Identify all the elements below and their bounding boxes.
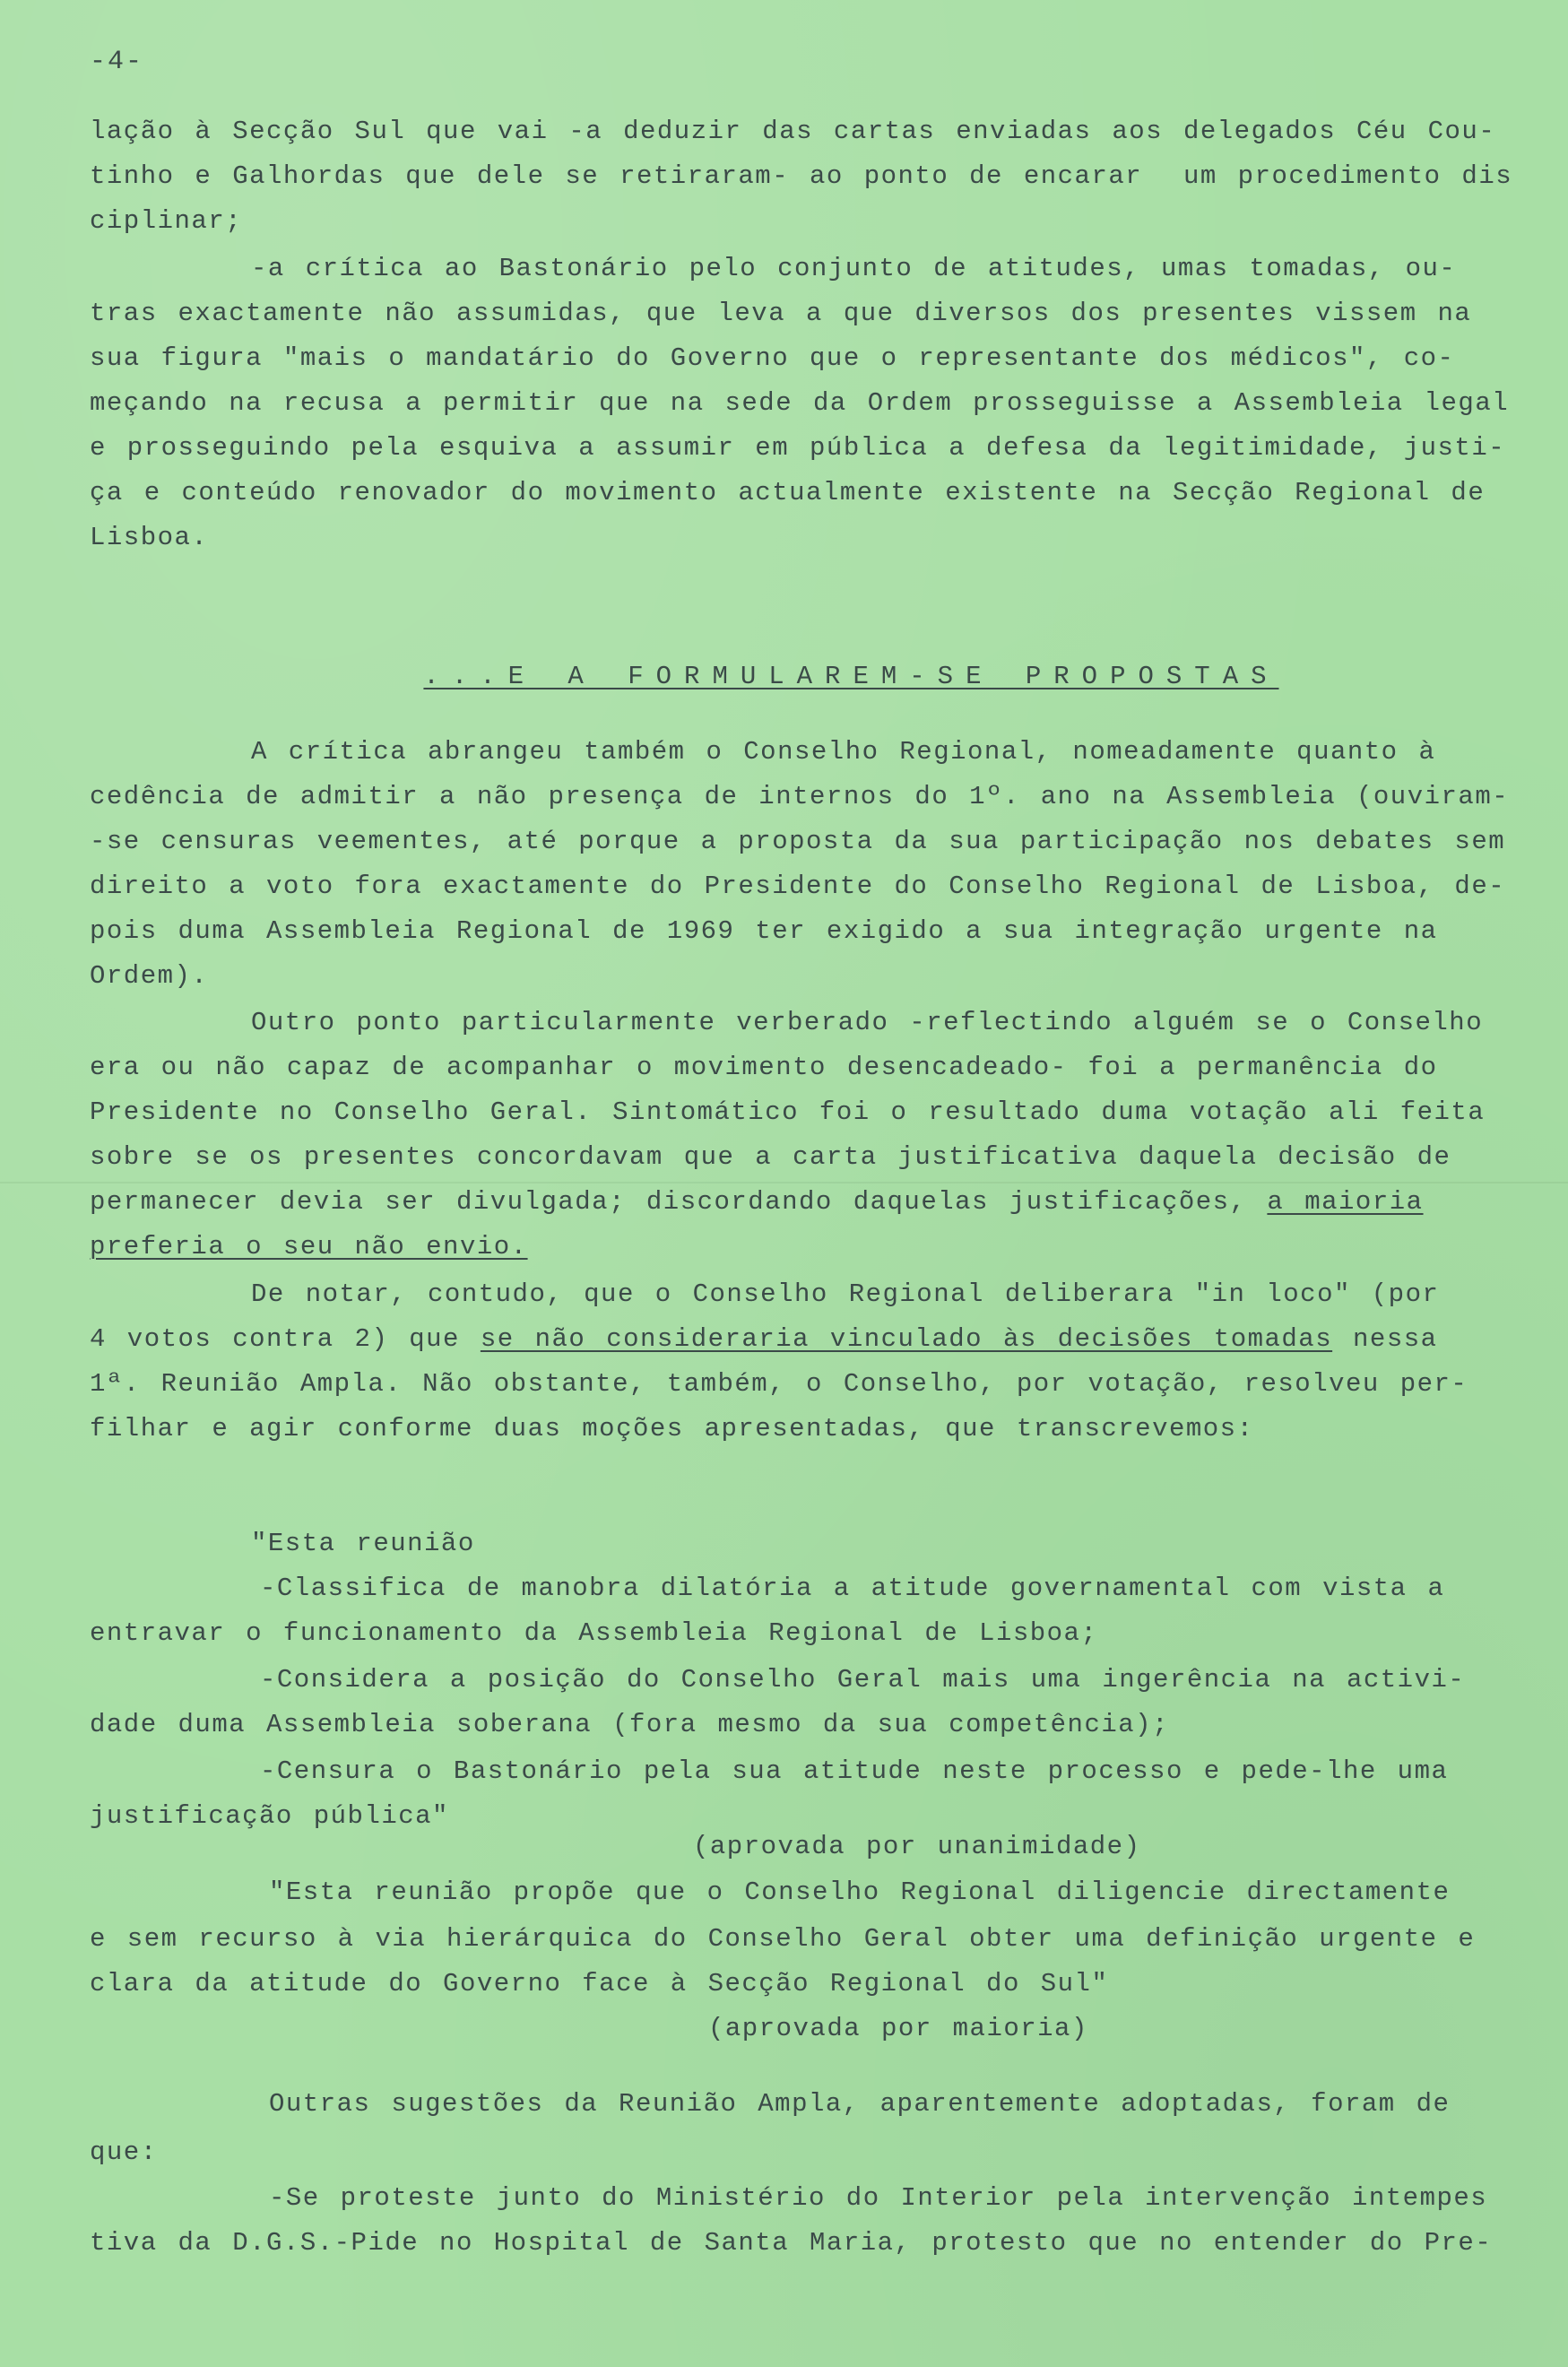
- text-line: direito a voto fora exactamente do Presidente do Conselho Regional de Lisboa, de-: [90, 871, 1506, 901]
- section-heading-text: ...E A FORMULAREM-SE PROPOSTAS: [423, 662, 1279, 691]
- text-line: lação à Secção Sul que vai -a deduzir das cartas enviadas aos delegados Céu Cou-: [90, 117, 1496, 146]
- text-line: tinho e Galhordas que dele se retiraram- ao ponto de encarar um procedimento dis: [90, 161, 1513, 191]
- text-line: pois duma Assembleia Regional de 1969 ter exigido a sua integração urgente na: [90, 916, 1438, 946]
- motion-line: "Esta reunião propõe que o Conselho Regional diligencie directamente: [269, 1877, 1451, 1907]
- text-span: nessa: [1332, 1324, 1438, 1354]
- text-line: -Se proteste junto do Ministério do Interior pela intervenção intempes: [269, 2183, 1488, 2213]
- underlined-text: se não consideraria vinculado às decisões tomadas: [480, 1324, 1333, 1354]
- text-span: 4 votos contra 2) que: [90, 1324, 481, 1354]
- motion-line: entravar o funcionamento da Assembleia Regional de Lisboa;: [90, 1618, 1098, 1648]
- motion-line: -Considera a posição do Conselho Geral mais uma ingerência na activi-: [260, 1665, 1466, 1695]
- underlined-text: a maioria: [1267, 1187, 1424, 1217]
- motion-line: clara da atitude do Governo face à Secção Regional do Sul": [90, 1969, 1109, 1999]
- text-line: Presidente no Conselho Geral. Sintomático foi o resultado duma votação ali feita: [90, 1097, 1486, 1127]
- page-number: -4-: [90, 47, 144, 77]
- text-line: cedência de admitir a não presença de internos do 1º. ano na Assembleia (ouviram-: [90, 782, 1510, 811]
- text-line: tiva da D.G.S.-Pide no Hospital de Santa Maria, protesto que no entender do Pre-: [90, 2228, 1493, 2258]
- underlined-text: preferia o seu não envio.: [90, 1232, 528, 1262]
- text-line: Outras sugestões da Reunião Ampla, aparentemente adoptadas, foram de: [269, 2089, 1451, 2119]
- text-line: [90, 1187, 1424, 1217]
- text-line: Lisboa.: [90, 523, 209, 552]
- text-line: que:: [90, 2137, 158, 2167]
- text-span: permanecer devia ser divulgada; discordando daquelas justificações,: [90, 1187, 1268, 1217]
- motion-line: -Censura o Bastonário pela sua atitude neste processo e pede-lhe uma: [260, 1756, 1449, 1786]
- text-line: ça e conteúdo renovador do movimento actualmente existente na Secção Regional de: [90, 478, 1486, 507]
- text-line: sobre se os presentes concordavam que a carta justificativa daquela decisão de: [90, 1142, 1451, 1172]
- motion-line: "Esta reunião: [251, 1529, 475, 1558]
- text-line: tras exactamente não assumidas, que leva a que diversos dos presentes vissem na: [90, 299, 1472, 328]
- motion-vote-result: (aprovada por maioria): [708, 2014, 1088, 2043]
- text-line: 1ª. Reunião Ampla. Não obstante, também, o Conselho, por votação, resolveu per-: [90, 1369, 1468, 1399]
- text-line: -se censuras veementes, até porque a proposta da sua participação nos debates sem: [90, 827, 1506, 856]
- text-line: ciplinar;: [90, 206, 243, 236]
- text-line: e prosseguindo pela esquiva a assumir em pública a defesa da legitimidade, justi-: [90, 433, 1506, 463]
- motion-line: dade duma Assembleia soberana (fora mesmo da sua competência);: [90, 1710, 1169, 1739]
- motion-vote-result: (aprovada por unanimidade): [693, 1832, 1141, 1861]
- motion-line: e sem recurso à via hierárquica do Conselho Geral obter uma definição urgente e: [90, 1924, 1476, 1954]
- text-line: De notar, contudo, que o Conselho Regional deliberara "in loco" (por: [251, 1279, 1440, 1309]
- text-line: sua figura "mais o mandatário do Governo que o representante dos médicos", co-: [90, 343, 1455, 373]
- text-line: [90, 1232, 528, 1262]
- text-line: Outro ponto particularmente verberado -reflectindo alguém se o Conselho: [251, 1008, 1484, 1037]
- motion-line: -Classifica de manobra dilatória a atitude governamental com vista a: [260, 1574, 1445, 1603]
- text-line: meçando na recusa a permitir que na sede da Ordem prosseguisse a Assembleia legal: [90, 388, 1510, 418]
- text-line: filhar e agir conforme duas moções apresentadas, que transcrevemos:: [90, 1414, 1254, 1444]
- text-line: Ordem).: [90, 961, 209, 991]
- text-line: -a crítica ao Bastonário pelo conjunto de atitudes, umas tomadas, ou-: [251, 254, 1457, 283]
- text-line: A crítica abrangeu também o Conselho Regional, nomeadamente quanto à: [251, 737, 1436, 767]
- section-heading: [233, 632, 1279, 721]
- text-line: era ou não capaz de acompanhar o movimento desencadeado- foi a permanência do: [90, 1053, 1438, 1082]
- paper-fold: [0, 1182, 1568, 1184]
- motion-line: justificação pública": [90, 1801, 449, 1831]
- text-line: [90, 1324, 1438, 1354]
